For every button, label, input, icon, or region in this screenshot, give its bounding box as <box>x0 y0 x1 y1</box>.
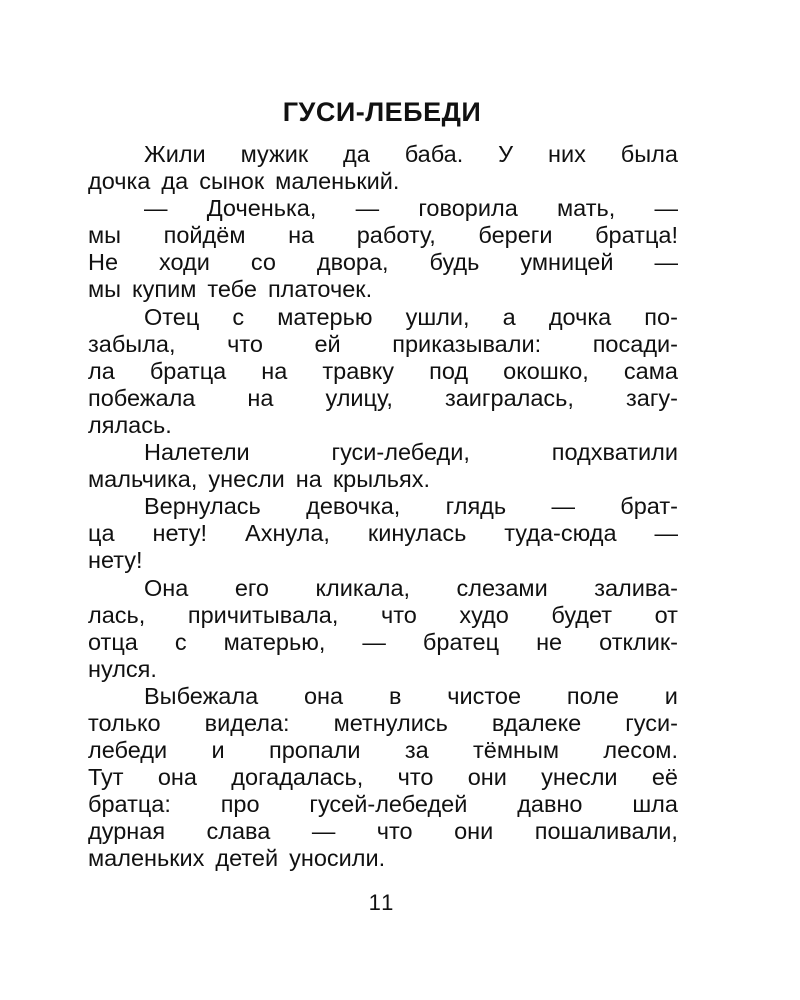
word: уносили. <box>289 845 386 872</box>
text-line <box>88 547 678 574</box>
word: только <box>88 709 161 736</box>
word: на <box>247 384 274 411</box>
word: — <box>355 195 380 222</box>
word: по- <box>644 303 678 330</box>
text-line <box>88 439 678 466</box>
word: да <box>161 168 189 195</box>
word: что <box>380 601 417 628</box>
word: Выбежала <box>144 682 259 709</box>
word: с <box>174 628 187 655</box>
word: приказывали: <box>392 330 542 357</box>
word: худо <box>459 601 509 628</box>
word: тёмным <box>473 737 560 764</box>
word: лесом. <box>603 737 678 764</box>
word: залива- <box>594 574 678 601</box>
word: его <box>234 574 270 601</box>
word: Вернулась <box>144 493 261 520</box>
word: была <box>620 141 678 167</box>
word: отклик- <box>599 628 678 655</box>
word: Ахнула, <box>245 520 330 547</box>
word: унесли <box>208 466 285 493</box>
word: девочка, <box>306 493 401 520</box>
word: будь <box>429 249 480 276</box>
text-line <box>88 845 678 872</box>
word: не <box>536 628 563 655</box>
word: причитывала, <box>187 601 339 628</box>
word: ходи <box>159 249 210 276</box>
text-line <box>88 168 678 195</box>
word: — <box>311 818 336 845</box>
word: на <box>295 466 322 493</box>
word: и <box>211 737 225 764</box>
word: травку <box>322 357 395 384</box>
word: да <box>343 141 370 167</box>
word: говорила <box>418 195 518 222</box>
word: нету! <box>88 547 143 574</box>
word: дочка <box>88 168 151 195</box>
word: ца <box>88 520 115 547</box>
word: братец <box>422 628 500 655</box>
word: улицу, <box>325 384 393 411</box>
text-line <box>88 331 678 358</box>
word: загу- <box>625 384 678 411</box>
word: за <box>404 737 429 764</box>
word: давно <box>517 791 583 818</box>
word: матерью <box>277 303 373 330</box>
word: У <box>498 141 514 167</box>
text-line <box>88 412 678 439</box>
text-line <box>88 249 678 276</box>
word: — <box>654 249 678 276</box>
word: будет <box>551 601 613 628</box>
word: детей <box>215 845 279 872</box>
word: её <box>651 764 678 791</box>
word: вдалеке <box>491 709 582 736</box>
text-line <box>88 791 678 818</box>
word: шла <box>632 791 678 818</box>
word: тебе <box>207 276 257 303</box>
word: а <box>502 303 516 330</box>
word: посади- <box>592 330 678 357</box>
word: слава <box>206 818 271 845</box>
word: Налетели <box>144 439 250 466</box>
word: подхватили <box>551 439 678 466</box>
text-line <box>88 222 678 249</box>
word: догадалась, <box>231 764 364 791</box>
word: отца <box>88 628 138 655</box>
text-line <box>88 385 678 412</box>
word: слезами <box>456 574 548 601</box>
word: пошаливали, <box>534 818 678 845</box>
word: Тут <box>88 764 124 791</box>
word: — <box>654 520 678 547</box>
word: платочек. <box>267 276 373 303</box>
text-line <box>88 493 678 520</box>
word: окошко, <box>503 357 589 384</box>
word: маленьких <box>88 845 205 872</box>
text-line <box>88 683 678 710</box>
word: на <box>261 357 288 384</box>
word: мальчика, <box>88 466 198 493</box>
word: баба. <box>404 141 464 167</box>
word: в <box>388 682 402 709</box>
word: глядь <box>445 493 507 520</box>
word: с <box>232 303 245 330</box>
story-title: ГУСИ-ЛЕБЕДИ <box>282 97 482 127</box>
word: нету! <box>152 520 208 547</box>
word: брат- <box>620 493 678 520</box>
word: дочка <box>548 303 612 330</box>
word: они <box>454 818 494 845</box>
text-line <box>88 466 678 493</box>
word: кликала, <box>315 574 411 601</box>
word: Она <box>144 574 189 601</box>
word: что <box>376 818 413 845</box>
word: и <box>664 682 678 709</box>
word: матерью, <box>223 628 326 655</box>
word: побежала <box>88 384 196 411</box>
text-line <box>88 276 678 303</box>
word: пойдём <box>163 222 246 249</box>
text-line <box>88 629 678 656</box>
word: сама <box>623 357 678 384</box>
word: мы <box>88 222 122 249</box>
word: них <box>548 141 586 167</box>
word: унесли <box>541 764 618 791</box>
page-number: 11 <box>368 890 396 915</box>
word: сынок <box>199 168 265 195</box>
word: они <box>467 764 507 791</box>
word: забыла, <box>88 330 176 357</box>
text-line <box>88 195 678 222</box>
word: Доченька, <box>206 195 317 222</box>
text-line <box>88 520 678 547</box>
word: маленький. <box>275 168 400 195</box>
word: гусей-лебедей <box>309 791 468 818</box>
word: она <box>303 682 344 709</box>
word: гуси-лебеди, <box>331 439 470 466</box>
word: мать, <box>557 195 616 222</box>
text-line <box>88 575 678 602</box>
word: кинулась <box>367 520 467 547</box>
word: умницей <box>520 249 614 276</box>
word: братца: <box>88 791 171 818</box>
word: береги <box>478 222 553 249</box>
word: про <box>220 791 260 818</box>
word: со <box>250 249 276 276</box>
word: Жили <box>144 141 206 167</box>
word: работу, <box>356 222 436 249</box>
word: купим <box>132 276 197 303</box>
word: под <box>429 357 469 384</box>
word: — <box>144 195 168 222</box>
word: — <box>362 628 386 655</box>
word: лялась. <box>88 411 172 438</box>
word: туда-сюда <box>504 520 617 547</box>
word: чистое <box>447 682 522 709</box>
word: нулся. <box>88 655 157 682</box>
word: метнулись <box>333 709 448 736</box>
text-line <box>88 602 678 629</box>
word: ла <box>88 357 115 384</box>
text-line <box>88 656 678 683</box>
word: — <box>654 195 678 222</box>
word: пропали <box>268 737 361 764</box>
word: дурная <box>88 818 166 845</box>
word: она <box>157 764 197 791</box>
word: лебеди <box>88 737 168 764</box>
word: братца! <box>595 222 678 249</box>
word: гуси- <box>625 709 678 736</box>
text-line <box>88 818 678 845</box>
text-line <box>88 141 678 168</box>
word: что <box>227 330 263 357</box>
word: Отец <box>144 303 200 330</box>
text-line <box>88 764 678 791</box>
word: лась, <box>88 601 146 628</box>
word: мы <box>88 276 122 303</box>
text-line <box>88 710 678 737</box>
text-line <box>88 737 678 764</box>
word: — <box>551 493 575 520</box>
word: от <box>654 601 678 628</box>
word: двора, <box>316 249 389 276</box>
text-line <box>88 304 678 331</box>
word: заигралась, <box>444 384 574 411</box>
word: ушли, <box>405 303 470 330</box>
word: на <box>288 222 315 249</box>
word: что <box>397 764 434 791</box>
text-line <box>88 358 678 385</box>
word: крыльях. <box>332 466 431 493</box>
word: поле <box>566 682 619 709</box>
word: мужик <box>240 141 309 167</box>
word: братца <box>149 357 227 384</box>
word: ей <box>314 330 341 357</box>
word: Не <box>88 249 119 276</box>
word: видела: <box>204 709 290 736</box>
story-text <box>88 141 678 873</box>
